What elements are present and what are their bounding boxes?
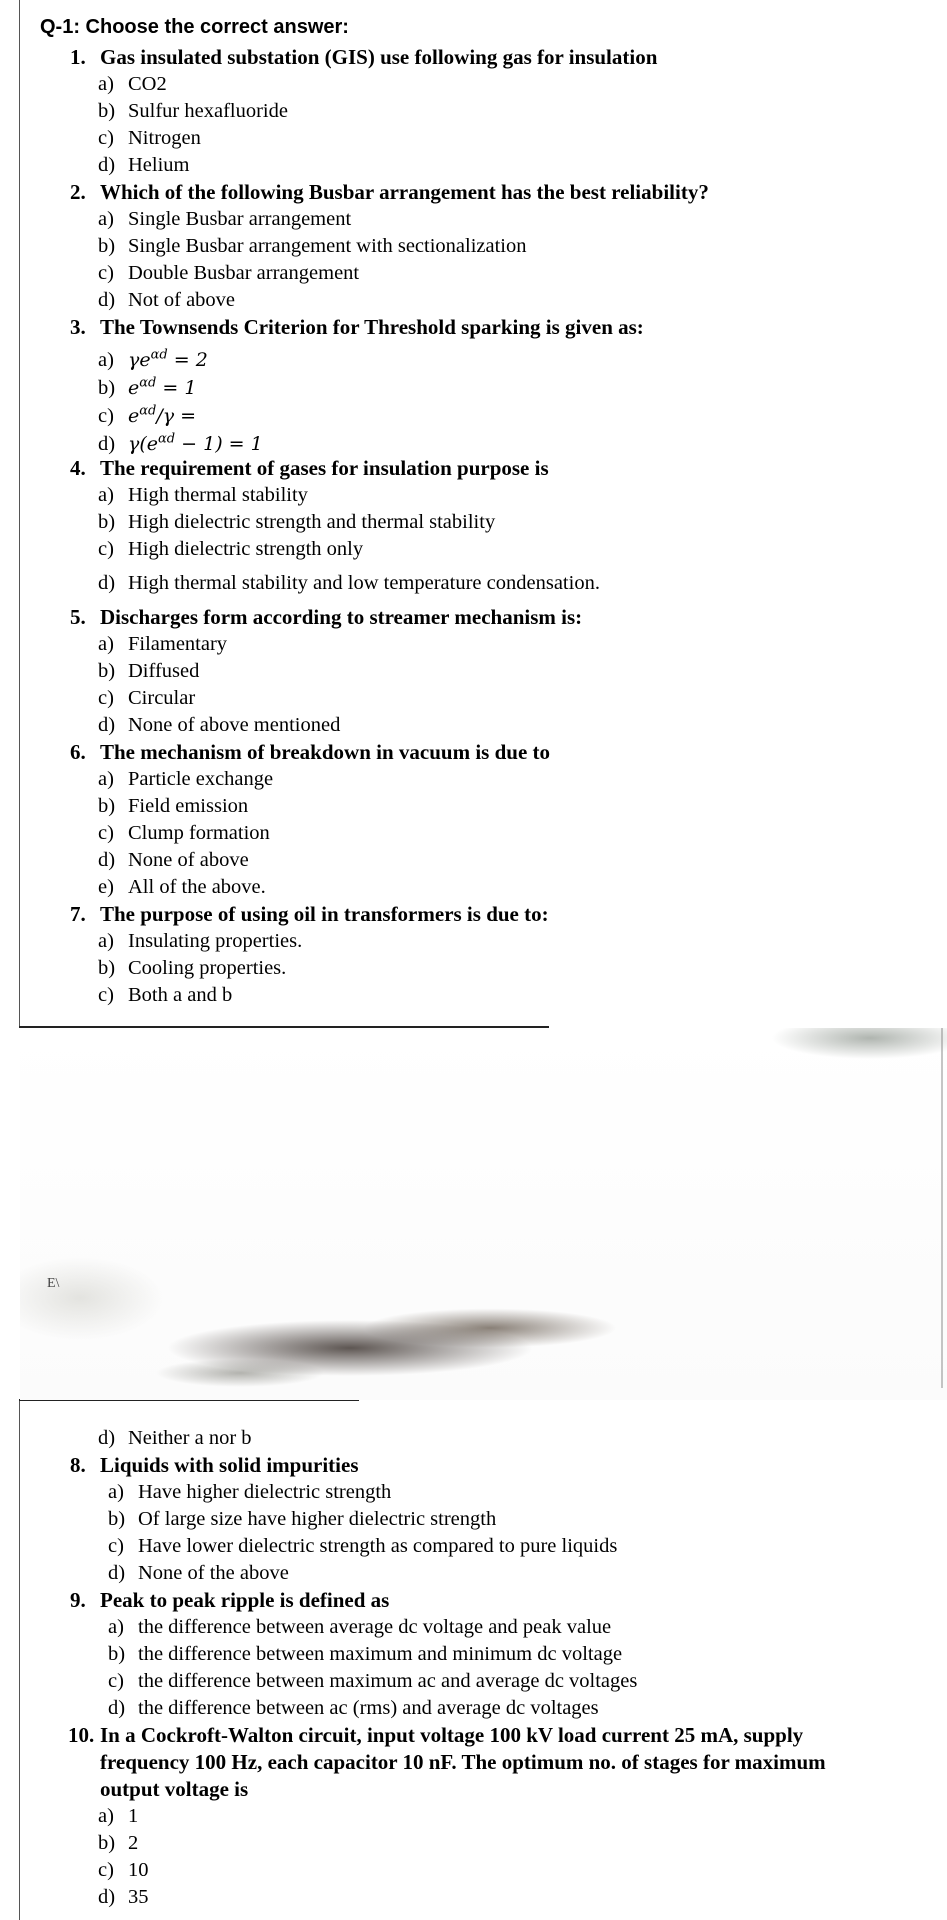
option-9d: d) the difference between ac (rms) and average dc voltages <box>108 1697 599 1719</box>
option-3a: a) $\gamma e^{\alpha d} = 2$ <box>98 348 208 372</box>
option-7c: c) Both a and b <box>98 984 233 1006</box>
option-2d: d) Not of above <box>98 289 236 311</box>
option-1d: d) Helium <box>98 154 190 176</box>
option-8a: a) Have higher dielectric strength <box>108 1481 392 1503</box>
option-8d: d) None of the above <box>108 1562 289 1584</box>
option-7a: a) Insulating properties. <box>98 930 303 952</box>
obscured-region <box>20 1028 947 1400</box>
option-6e: e) All of the above. <box>98 876 266 898</box>
option-3b: b) $e^{\alpha d} = 1$ <box>98 376 197 400</box>
formula-3c: $e^{\alpha d}/\gamma$ = <box>128 404 197 428</box>
question-4: 4. The requirement of gases for insulation purpose is <box>70 456 549 480</box>
question-6: 6. The mechanism of breakdown in vacuum is due to <box>70 740 551 764</box>
option-6c: c) Clump formation <box>98 822 270 844</box>
option-6d: d) None of above <box>98 849 249 871</box>
option-4a: a) High thermal stability <box>98 484 308 506</box>
question-9: 9. Peak to peak ripple is defined as <box>70 1588 390 1612</box>
question-7: 7. The purpose of using oil in transformers is due to: <box>70 902 549 926</box>
option-5a: a) Filamentary <box>98 633 228 655</box>
option-10b: b) 2 <box>98 1832 139 1854</box>
option-4c: c) High dielectric strength only <box>98 538 364 560</box>
section-heading: Q-1: Choose the correct answer: <box>40 16 349 38</box>
option-7b: b) Cooling properties. <box>98 957 287 979</box>
option-9b: b) the difference between maximum and minimum dc voltage <box>108 1643 623 1665</box>
question-10: 10. In a Cockroft-Walton circuit, input voltage 100 kV load current 25 mA, supply <box>68 1723 804 1747</box>
option-1c: c) Nitrogen <box>98 127 201 149</box>
option-10a: a) 1 <box>98 1805 139 1827</box>
option-9a: a) the difference between average dc voltage and peak value <box>108 1616 612 1638</box>
formula-3d: $\gamma(e^{\alpha d} - 1) = 1$ <box>128 432 263 456</box>
question-3: 3. The Townsends Criterion for Threshold sparking is given as: <box>70 315 644 339</box>
question-2: 2. Which of the following Busbar arrangement has the best reliability? <box>70 180 709 204</box>
option-1b: b) Sulfur hexafluoride <box>98 100 288 122</box>
question-10-line-2: frequency 100 Hz, each capacitor 10 nF. The optimum no. of stages for maximum <box>100 1750 826 1774</box>
option-10c: c) 10 <box>98 1859 149 1881</box>
option-8b: b) Of large size have higher dielectric strength <box>108 1508 497 1530</box>
option-3d: d) $\gamma(e^{\alpha d} - 1) = 1$ <box>98 432 263 456</box>
left-border-line-lower <box>19 1400 20 1920</box>
option-6a: a) Particle exchange <box>98 768 274 790</box>
question-1: 1. Gas insulated substation (GIS) use following gas for insulation <box>70 45 658 69</box>
question-8: 8. Liquids with solid impurities <box>70 1453 359 1477</box>
option-9c: c) the difference between maximum ac and average dc voltages <box>108 1670 638 1692</box>
option-4b: b) High dielectric strength and thermal stability <box>98 511 496 533</box>
option-2c: c) Double Busbar arrangement <box>98 262 360 284</box>
option-2b: b) Single Busbar arrangement with sectionalization <box>98 235 527 257</box>
option-6b: b) Field emission <box>98 795 249 817</box>
option-5b: b) Diffused <box>98 660 200 682</box>
obscured-text-fragment: E\ <box>47 1276 60 1291</box>
question-10-line-3: output voltage is <box>100 1777 249 1801</box>
option-4d: d) High thermal stability and low temperature condensation. <box>98 572 600 594</box>
option-5d: d) None of above mentioned <box>98 714 341 736</box>
option-1a: a) CO2 <box>98 73 167 95</box>
option-10d: d) 35 <box>98 1886 149 1908</box>
formula-3b: $e^{\alpha d} = 1$ <box>128 376 197 400</box>
option-2a: a) Single Busbar arrangement <box>98 208 352 230</box>
question-5: 5. Discharges form according to streamer mechanism is: <box>70 605 583 629</box>
option-8c: c) Have lower dielectric strength as compared to pure liquids <box>108 1535 618 1557</box>
option-7d: d) Neither a nor b <box>98 1427 252 1449</box>
option-3c: c) $e^{\alpha d}/\gamma$ = <box>98 404 197 428</box>
left-border-line <box>19 0 20 1027</box>
right-edge-line <box>941 1028 943 1388</box>
formula-3a: $\gamma e^{\alpha d} = 2$ <box>128 348 208 372</box>
option-5c: c) Circular <box>98 687 196 709</box>
